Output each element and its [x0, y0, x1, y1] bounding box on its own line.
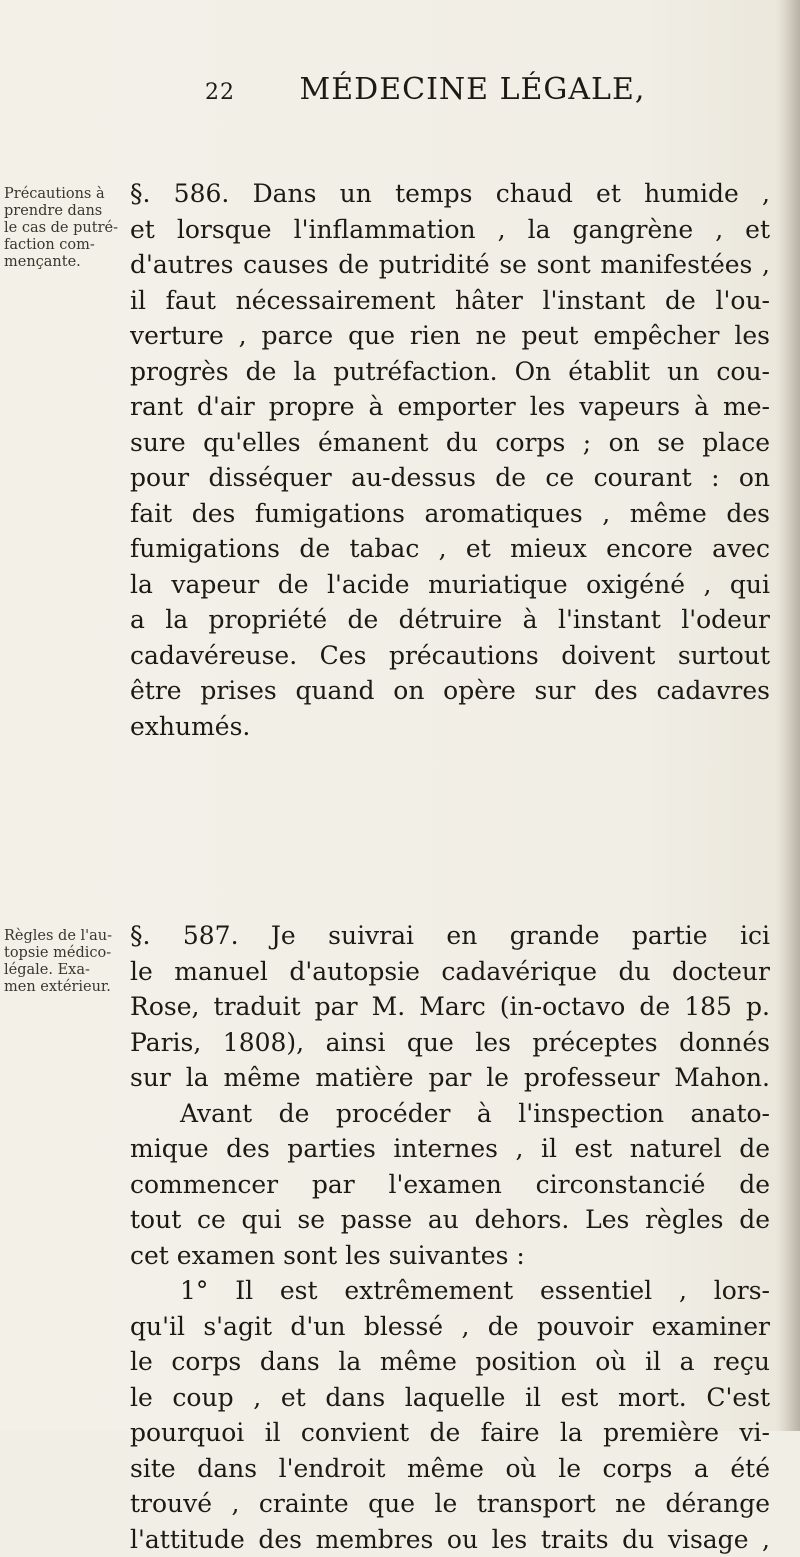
text-line: sure qu'elles émanent du corps ; on se place	[130, 425, 770, 461]
paragraph-586	[130, 176, 770, 744]
margin-note-line: men extérieur.	[4, 979, 96, 996]
text-line: pourquoi il convient de faire la première vi-	[130, 1415, 770, 1451]
margin-note-line: faction com-	[4, 237, 96, 254]
text-line: Paris, 1808), ainsi que les préceptes donnés	[130, 1025, 770, 1061]
text-line: a la propriété de détruire à l'instant l'odeur	[130, 602, 770, 638]
text-line: et lorsque l'inflammation , la gangrène , et	[130, 212, 770, 248]
text-line: 1° Il est extrêmement essentiel , lors-	[130, 1273, 770, 1309]
text-line: le coup , et dans laquelle il est mort. C'est	[130, 1380, 770, 1416]
margin-note-line: prendre dans	[4, 203, 96, 220]
margin-note-line: légale. Exa-	[4, 962, 96, 979]
text-line: fumigations de tabac , et mieux encore avec	[130, 531, 770, 567]
page-title: MÉDECINE LÉGALE,	[300, 72, 646, 107]
margin-note-line: Règles de l'au-	[4, 928, 96, 945]
text-line: l'attitude des membres ou les traits du visage ,	[130, 1522, 770, 1557]
text-line: fait des fumigations aromatiques , même des	[130, 496, 770, 532]
margin-note-line: topsie médico-	[4, 945, 96, 962]
text-line: pour disséquer au-dessus de ce courant : on	[130, 460, 770, 496]
text-line: Rose, traduit par M. Marc (in-octavo de 185 p.	[130, 989, 770, 1025]
text-line: sur la même matière par le professeur Mahon.	[130, 1060, 770, 1096]
text-line: mique des parties internes , il est naturel de	[130, 1131, 770, 1167]
text-line: il faut nécessairement hâter l'instant de l'ou-	[130, 283, 770, 319]
text-line: cet examen sont les suivantes :	[130, 1238, 770, 1274]
text-line: tout ce qui se passe au dehors. Les règles de	[130, 1202, 770, 1238]
page-edge-shadow	[778, 0, 800, 1431]
text-line: verture , parce que rien ne peut empêcher les	[130, 318, 770, 354]
text-line: §. 587. Je suivrai en grande partie ici	[130, 918, 770, 954]
text-line: commencer par l'examen circonstancié de	[130, 1167, 770, 1203]
text-line: §. 586. Dans un temps chaud et humide ,	[130, 176, 770, 212]
text-line: qu'il s'agit d'un blessé , de pouvoir examiner	[130, 1309, 770, 1345]
text-line: site dans l'endroit même où le corps a été	[130, 1451, 770, 1487]
running-head	[205, 72, 665, 107]
margin-note-putrefaction	[4, 186, 96, 271]
text-line: d'autres causes de putridité se sont manifestées ,	[130, 247, 770, 283]
text-line: la vapeur de l'acide muriatique oxigéné , qui	[130, 567, 770, 603]
text-line: progrès de la putréfaction. On établit un cou-	[130, 354, 770, 390]
page-number: 22	[205, 80, 235, 105]
margin-note-line: Précautions à	[4, 186, 96, 203]
text-line: le manuel d'autopsie cadavérique du docteur	[130, 954, 770, 990]
margin-note-autopsy-rules	[4, 928, 96, 996]
text-line: être prises quand on opère sur des cadavres	[130, 673, 770, 709]
margin-note-line: le cas de putré-	[4, 220, 96, 237]
text-line: Avant de procéder à l'inspection anato-	[130, 1096, 770, 1132]
text-line: exhumés.	[130, 709, 770, 745]
text-line: rant d'air propre à emporter les vapeurs à me-	[130, 389, 770, 425]
text-line: le corps dans la même position où il a reçu	[130, 1344, 770, 1380]
margin-note-line: mençante.	[4, 254, 96, 271]
text-line: trouvé , crainte que le transport ne dérange	[130, 1486, 770, 1522]
paragraph-587	[130, 918, 770, 1557]
text-line: cadavéreuse. Ces précautions doivent surtout	[130, 638, 770, 674]
